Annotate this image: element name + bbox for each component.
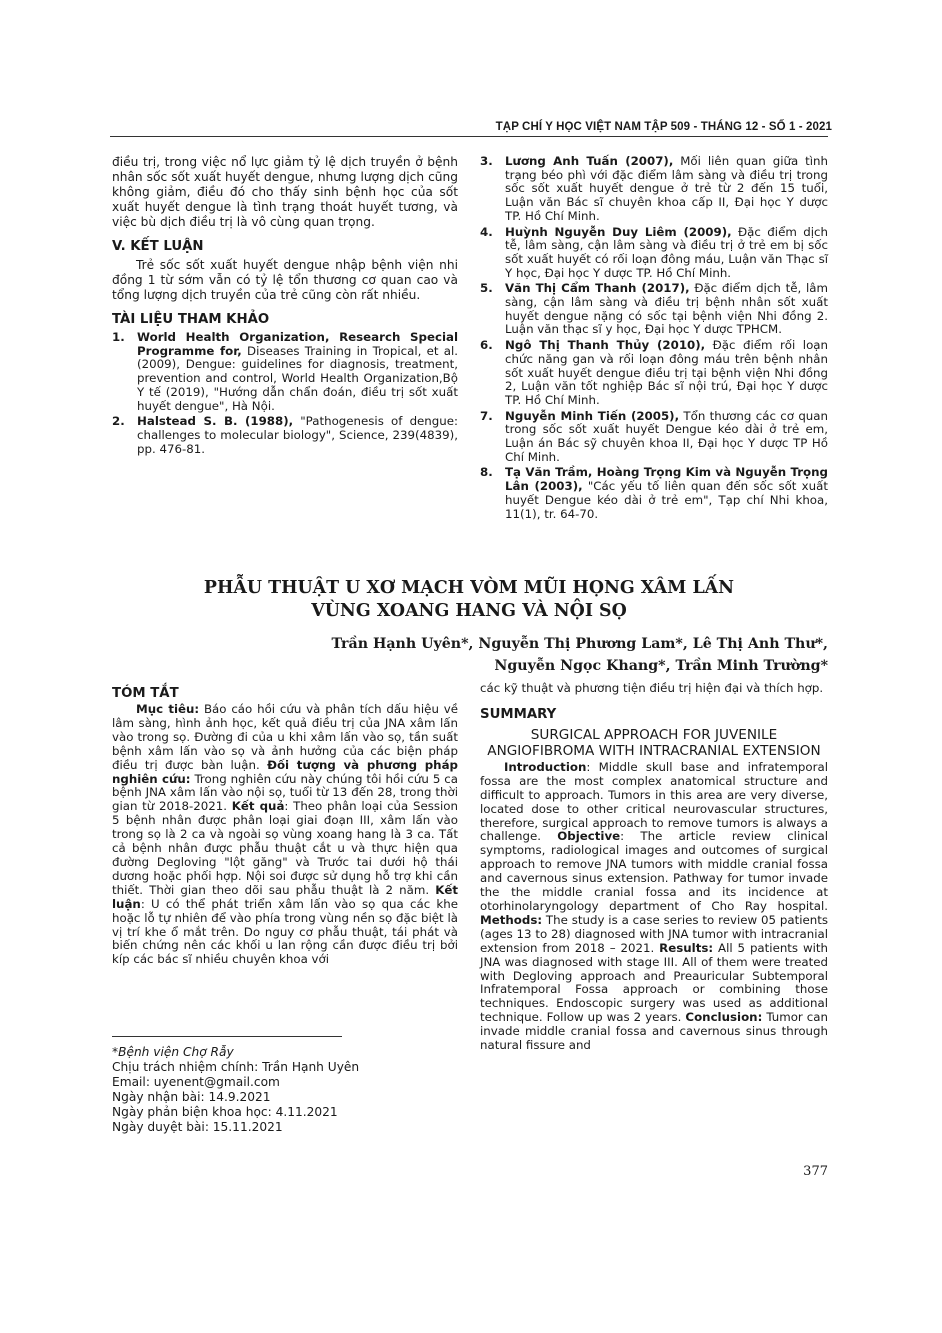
conclusion-heading: V. KẾT LUẬN: [112, 239, 204, 254]
received-date: Ngày nhận bài: 14.9.2021: [112, 1090, 271, 1104]
page-number: 377: [803, 1164, 828, 1179]
authors-line-2: Nguyễn Ngọc Khang*, Trần Minh Trường*: [494, 658, 828, 674]
reference-item: 3. Lương Anh Tuấn (2007), Mối liên quan giữa tình trạng béo phì với đặc điểm lâm sàng và điều trị trong sốc sốt xuất huyết dengue ở trẻ từ 2 đến 15 tuổi, Luận văn Bác sĩ chuyên khoa cấp II, Đại học Y dược TP. Hồ Chí Minh.: [480, 154, 829, 223]
references-list-left: [112, 331, 458, 456]
article-authors: [332, 633, 828, 677]
header-rule: [110, 136, 828, 137]
authors-line-1: Trần Hạnh Uyên*, Nguyễn Thị Phương Lam*, Lê Thị Anh Thư*,: [331, 636, 828, 652]
abstract-vi: [112, 686, 458, 967]
reference-item: 1. World Health Organization, Research Special Programme for, Diseases Training in Tropical, et al. (2009), Dengue: guidelines for diagnosis, treatment, prevention and control, World Health Organization,Bộ Y tế (2019), "Hướng dẫn chẩn đoán, điều trị sốt xuất huyết dengue", Hà Nội.: [112, 330, 458, 413]
email: Email: uyenent@gmail.com: [112, 1075, 280, 1089]
reference-item: 7. Nguyễn Minh Tiến (2005), Tổn thương các cơ quan trong sốc sốt xuất huyết Dengue kéo dài ở trẻ em, Luận án Bác sỹ chuyên khoa II, Đại học Y dược TP Hồ Chí Minh.: [480, 408, 828, 464]
conclusion-text: Trẻ sốc sốt xuất huyết dengue nhập bệnh viện nhi đồng 1 từ sớm vẫn có tỷ lệ tổn thương cơ quan cao và tổng lượng dịch truyền của trẻ cũng còn rất nhiều.: [112, 258, 458, 302]
reviewed-date: Ngày phản biện khoa học: 4.11.2021: [112, 1105, 338, 1119]
summary-column: [480, 682, 828, 1053]
summary-heading: SUMMARY: [480, 706, 557, 722]
reference-item: 4. Huỳnh Nguyễn Duy Liêm (2009), Đặc điểm dịch tễ, lâm sàng, cận lâm sàng và điều trị ở trẻ em bị sốc sốt xuất huyết có rối loạn đông máu, Luận văn Thạc sĩ Y học, Đại học Y dược TP. Hồ Chí Minh.: [480, 224, 828, 280]
affiliation: *Bệnh viện Chợ Rẫy: [112, 1045, 234, 1059]
article-title-line-1: PHẪU THUẬT U XƠ MẠCH VÒM MŨI HỌNG XÂM LẤN: [203, 578, 735, 598]
footnote: [112, 1045, 458, 1135]
article-title-line-2: VÙNG XOANG HANG VÀ NỘI SỌ: [311, 601, 627, 621]
summary-body: Introduction: Middle skull base and infratemporal fossa are the most complex anatomical structure and difficult to approach. Tumors in this area are very diverse, located dose to other critical neurovascular structures, therefore, surgical approach to remove tumors is always a challenge. Objective: The article review clinical symptoms, radiological images and outcomes of surgical approach to remove JNA tumors with middle cranial fossa and cavernous sinus extension. Pathway for tumor invade the the middle cranial fossa and its incidence at otorhinolaryngology department of Cho Ray hospital. Methods: The study is a case series to review 05 patients (ages 13 to 28) diagnosed with JNA tumor with intracranial extension from 2018 – 2021. Results: All 5 patients with JNA was diagnosed with stage III. All of them were treated with Degloving approach and Preauricular Subtemporal Infratemporal Fossa approach or combining those techniques. Endoscopic surgery was used as additional technique. Follow up was 2 years. Conclusion: Tumor can invade middle cranial fossa and cavernous sinus through natural fissure and: [480, 759, 828, 1053]
abstract-vi-body: Mục tiêu: Báo cáo hồi cứu và phân tích dấu hiệu về lâm sàng, hình ảnh học, kết quả điều trị của JNA xâm lấn vào trong sọ. Đường đi của u khi xâm lấn vào sọ, tần suất bệnh xâm lấn vào sọ và ảnh hưởng của các biện pháp điều trị được bàn luận. Đối tượng và phương pháp nghiên cứu: Trong nghiên cứu này chúng tôi hồi cứu 5 ca bệnh JNA xâm lấn vào nội sọ, tuổi từ 13 đến 28, trong thời gian từ 2018-2021. Kết quả: Theo phân loại của Session 5 bệnh nhân được phân loại giai đoạn III, xâm lấn vào trong sọ là 2 ca và ngoài sọ vùng xoang hang là 3 ca. Tất cả bệnh nhân được phẫu thuật cắt u và thực hiện qua đường Degloving "lột găng" và Trước tai dưới hộ thái dương hoặc phối hợp. Nội soi được sử dụng hỗ trợ khi cần thiết. Thời gian theo dõi sau phẫu thuật là 2 năm. Kết luận: U có thể phát triển xâm lấn vào sọ qua các khe hoặc lỗ tự nhiên để vào phía trong vùng nền sọ đặc biệt là vị trí khe ổ mắt trên. Do nguy cơ phẫu thuật, tái phát và biến chứng nên các khối u lan rộng cần được điều trị bởi kíp các bác sĩ nhiều chuyên khoa với: [112, 702, 458, 967]
reference-item: 8. Tạ Văn Trầm, Hoàng Trọng Kim và Nguyễn Trọng Lân (2003), "Các yếu tố liên quan đến sốc sốt xuất huyết Dengue kéo dài ở trẻ em", Tạp chí Nhi khoa, 11(1), tr. 64-70.: [480, 465, 828, 521]
journal-header: TẠP CHÍ Y HỌC VIỆT NAM TẬP 509 - THÁNG 12 - SỐ 1 - 2021: [495, 121, 832, 133]
responsible-author: Chịu trách nhiệm chính: Trần Hạnh Uyên: [112, 1060, 360, 1074]
summary-title: SURGICAL APPROACH FOR JUVENILE ANGIOFIBROMA WITH INTRACRANIAL EXTENSION: [487, 726, 821, 759]
references-heading: TÀI LIỆU THAM KHẢO: [112, 312, 270, 327]
reference-item: 2. Halstead S. B. (1988), "Pathogenesis of dengue: challenges to molecular biology", Science, 239(4839), pp. 476-81.: [112, 414, 458, 456]
abstract-vi-heading: TÓM TẮT: [112, 686, 179, 701]
continuation-text: điều trị, trong việc nổ lực giảm tỷ lệ dịch truyền ở bệnh nhân sốc sốt xuất huyết dengue, nhưng lượng dịch cũng không giảm, điều đó cho thấy sinh bệnh học của sốt xuất huyết dengue là tình trạng thoát huyết tương, và việc bù dịch điều trị là vô cùng quan trọng.: [112, 155, 458, 229]
footnote-rule: [112, 1036, 342, 1037]
abstract-vi-continuation: các kỹ thuật và phương tiện điều trị hiện đại và thích hợp.: [480, 681, 824, 695]
reference-item: 5. Văn Thị Cẩm Thanh (2017), Đặc điểm dịch tễ, lâm sàng, cận lâm sàng và điều trị bệnh nhân sốt xuất huyết dengue nặng có sốc tại bệnh viện Nhi đồng 2. Luận văn thạc sĩ y học, Đại học Y dược TPHCM.: [480, 281, 828, 337]
top-left-column: [112, 155, 458, 456]
reference-item: 6. Ngô Thị Thanh Thủy (2010), Đặc điểm rối loạn chức năng gan và rối loạn đông máu trên bệnh nhân sốt xuất huyết dengue điều trị tại bệnh viện Nhi đồng 2, Luận văn tốt nghiệp Bác sĩ nội trú, Đại học Y dược TP. Hồ Chí Minh.: [480, 338, 828, 407]
article-title: [110, 577, 828, 623]
accepted-date: Ngày duyệt bài: 15.11.2021: [112, 1120, 283, 1134]
references-list-right: [480, 155, 828, 521]
